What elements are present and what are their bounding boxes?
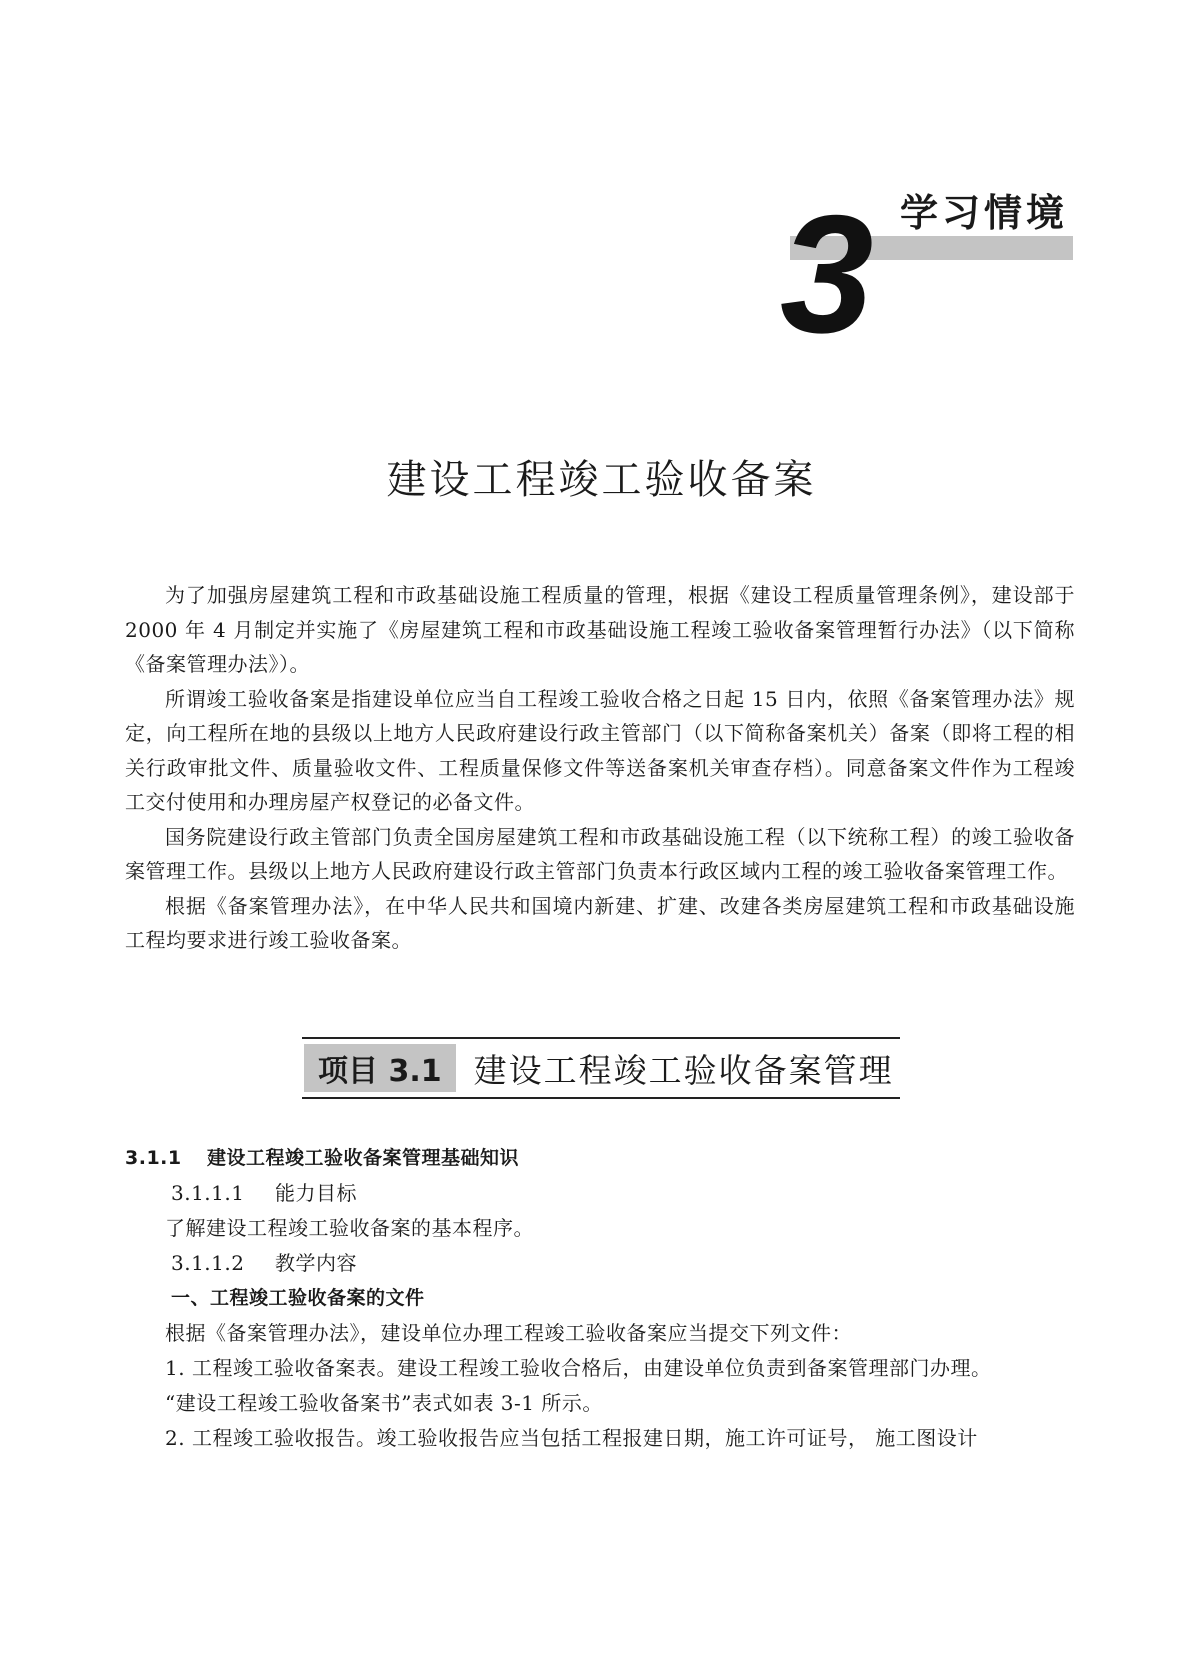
bold-heading: 一、工程竣工验收备案的文件 (171, 1287, 425, 1309)
subsection-number: 3.1.1.1 (171, 1181, 245, 1205)
content-paragraph: 1. 工程竣工验收备案表。建设工程竣工验收合格后，由建设单位负责到备案管理部门办理。 (165, 1356, 992, 1380)
project-tag: 项目 3.1 (304, 1044, 456, 1092)
intro-paragraph: 所谓竣工验收备案是指建设单位应当自工程竣工验收合格之日起 15 日内，依照《备案管理办法》规定，向工程所在地的县级以上地方人民政府建设行政主管部门（以下简称备案机关）备案（即将工程的相关行政审批文件、质量验收文件、工程质量保修文件等送备案机关审查存档）。同意备案文件作为工程竣工交付使用和办理房屋产权登记的必备文件。 (125, 686, 1075, 814)
subsection-title: 能力目标 (275, 1181, 357, 1205)
intro-paragraph: 根据《备案管理办法》，在中华人民共和国境内新建、扩建、改建各类房屋建筑工程和市政基础设施工程均要求进行竣工验收备案。 (125, 893, 1075, 952)
project-title: 建设工程竣工验收备案管理 (473, 1050, 894, 1090)
project-heading (302, 1037, 900, 1099)
intro-paragraph: 为了加强房屋建筑工程和市政基础设施工程质量的管理，根据《建设工程质量管理条例》，建设部于 2000 年 4 月制定并实施了《房屋建筑工程和市政基础设施工程竣工验收备案管理暂行办法》（以下简称《备案管理办法》）。 (125, 583, 1075, 676)
section-title: 建设工程竣工验收备案管理基础知识 (207, 1147, 520, 1169)
ability-goal-text: 了解建设工程竣工验收备案的基本程序。 (165, 1216, 534, 1240)
chapter-number: 3 (780, 180, 874, 368)
chapter-label: 学习情境 (900, 191, 1069, 235)
subsection-title: 教学内容 (275, 1251, 357, 1275)
content-paragraph: 2. 工程竣工验收报告。竣工验收报告应当包括工程报建日期，施工许可证号， 施工图设计 (165, 1426, 978, 1450)
intro-paragraph: 国务院建设行政主管部门负责全国房屋建筑工程和市政基础设施工程（以下统称工程）的竣工验收备案管理工作。县级以上地方人民政府建设行政主管部门负责本行政区域内工程的竣工验收备案管理工作。 (125, 824, 1075, 883)
section-number: 3.1.1 (125, 1147, 182, 1169)
main-title: 建设工程竣工验收备案 (386, 457, 817, 503)
intro-section (125, 578, 1075, 958)
content-paragraph: 根据《备案管理办法》，建设单位办理工程竣工验收备案应当提交下列文件： (165, 1321, 852, 1345)
subsection-heading (125, 1176, 1075, 1211)
content-section (125, 1141, 1075, 1456)
subsection-number: 3.1.1.2 (171, 1251, 245, 1275)
section-heading (125, 1141, 1075, 1176)
subsection-heading (125, 1246, 1075, 1281)
content-paragraph: “建设工程竣工验收备案书”表式如表 3-1 所示。 (165, 1391, 603, 1415)
